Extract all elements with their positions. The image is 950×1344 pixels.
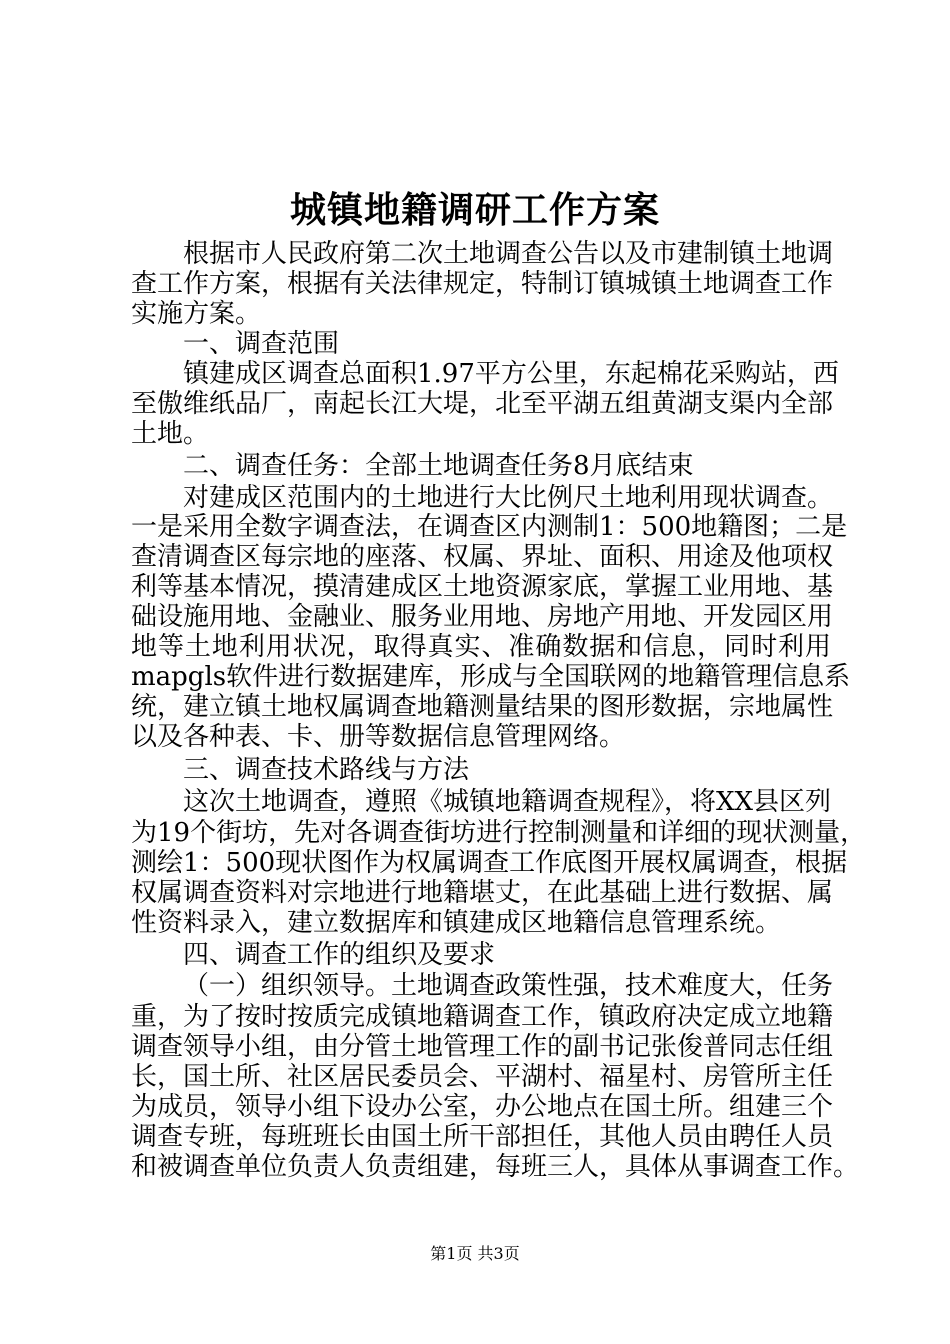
- paragraph-line: 实施方案。: [131, 299, 262, 329]
- paragraph-line: 性资料录入，建立数据库和镇建成区地籍信息管理系统。: [131, 908, 782, 938]
- paragraph-line: 地等土地利用状况，取得真实、准确数据和信息，同时利用: [131, 632, 831, 662]
- paragraph-line: 础设施用地、金融业、服务业用地、房地产用地、开发园区用: [131, 602, 834, 632]
- section-heading: 二、调查任务：全部土地调查任务8月底结束: [183, 451, 694, 481]
- section-heading: 三、调查技术路线与方法: [183, 755, 470, 785]
- document-title: 城镇地籍调研工作方案: [289, 189, 660, 231]
- paragraph-line: 为成员，领导小组下设办公室，办公地点在国土所。组建三个: [131, 1092, 834, 1122]
- paragraph-line: 镇建成区调查总面积1.97平方公里，东起棉花采购站，西: [183, 359, 839, 389]
- paragraph-line: mapgls软件进行数据建库，形成与全国联网的地籍管理信息系: [131, 662, 851, 692]
- section-heading: 一、调查范围: [183, 329, 340, 359]
- paragraph-line: 长，国土所、社区居民委员会、平湖村、福星村、房管所主任: [131, 1062, 834, 1092]
- paragraph-line: （一）组织领导。土地调查政策性强，技术难度大，任务: [183, 971, 834, 1001]
- section-heading: 四、调查工作的组织及要求: [183, 940, 496, 970]
- paragraph-line: 查工作方案，根据有关法律规定，特制订镇城镇土地调查工作: [131, 269, 834, 299]
- paragraph-line: 查清调查区每宗地的座落、权属、界址、面积、用途及他项权: [131, 542, 834, 572]
- paragraph-line: 至傲维纸品厂，南起长江大堤，北至平湖五组黄湖支渠内全部: [131, 389, 834, 419]
- paragraph-line: 调查领导小组，由分管土地管理工作的副书记张俊普同志任组: [131, 1032, 834, 1062]
- paragraph-line: 一是采用全数字调查法，在调查区内测制1：500地籍图；二是: [131, 512, 848, 542]
- paragraph-line: 和被调查单位负责人负责组建，每班三人，具体从事调查工作。: [131, 1152, 860, 1182]
- paragraph-line: 以及各种表、卡、册等数据信息管理网络。: [131, 722, 626, 752]
- paragraph-line: 土地。: [131, 419, 210, 449]
- paragraph-line: 测绘1：500现状图作为权属调查工作底图开展权属调查，根据: [131, 848, 848, 878]
- paragraph-line: 为19个街坊，先对各调查街坊进行控制测量和详细的现状测量，: [131, 818, 867, 848]
- paragraph-line: 对建成区范围内的土地进行大比例尺土地利用现状调查。: [183, 483, 834, 513]
- paragraph-line: 统，建立镇土地权属调查地籍测量结果的图形数据，宗地属性: [131, 692, 834, 722]
- paragraph-line: 权属调查资料对宗地进行地籍堪丈，在此基础上进行数据、属: [131, 878, 834, 908]
- paragraph-line: 重，为了按时按质完成镇地籍调查工作，镇政府决定成立地籍: [131, 1002, 834, 1032]
- paragraph-line: 调查专班，每班班长由国土所干部担任，其他人员由聘任人员: [131, 1122, 834, 1152]
- page-number-footer: 第1页 共3页: [430, 1244, 520, 1263]
- paragraph-line: 利等基本情况，摸清建成区土地资源家底，掌握工业用地、基: [131, 572, 834, 602]
- paragraph-line: 这次土地调查，遵照《城镇地籍调查规程》，将XX县区列: [183, 787, 832, 817]
- paragraph-line: 根据市人民政府第二次土地调查公告以及市建制镇土地调: [183, 239, 834, 269]
